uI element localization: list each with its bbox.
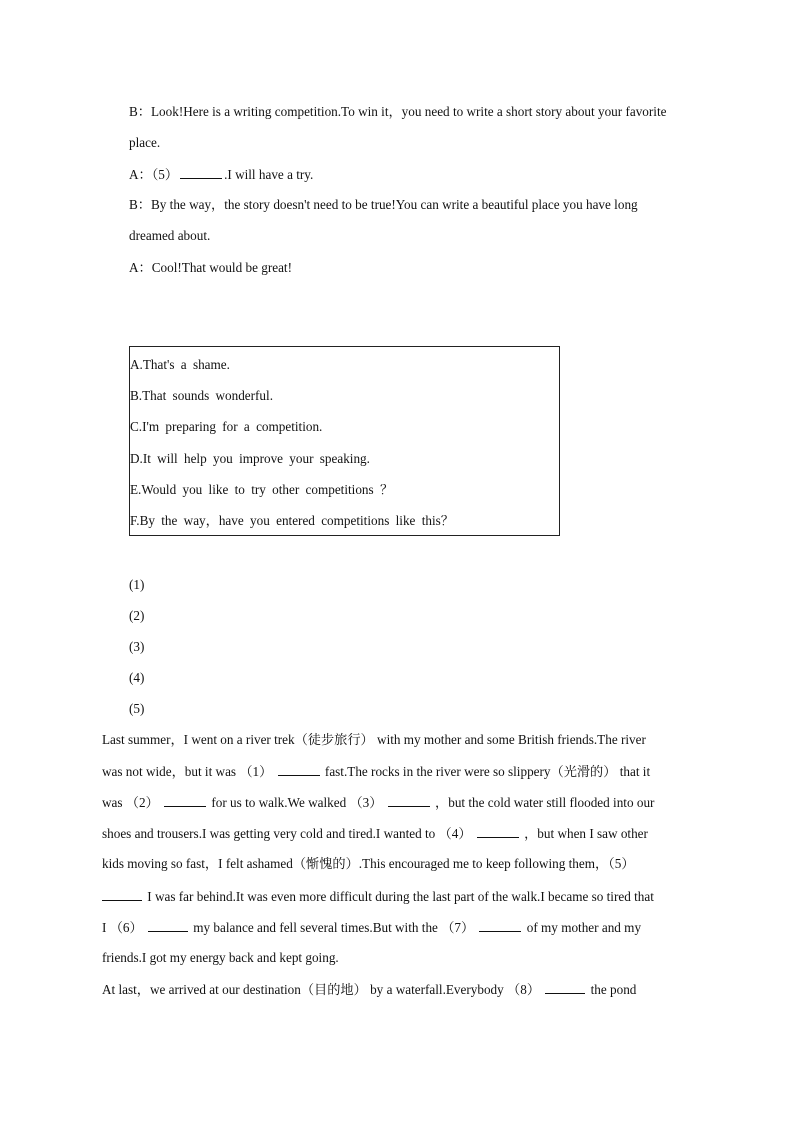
answer-blank-2[interactable]	[164, 794, 206, 807]
passage-text: fast.The rocks in the river were so slippery（光滑的） that it	[324, 764, 651, 779]
passage-line-2	[102, 763, 650, 780]
passage-line-6	[102, 888, 654, 905]
passage-text: friends.I got my energy back and kept going.	[102, 950, 339, 965]
passage-text: was （2）	[102, 795, 159, 810]
passage-line-4	[102, 825, 648, 842]
answer-number-3: (3)	[129, 639, 145, 654]
passage-text: I （6）	[102, 920, 143, 935]
option-c: C.I'm preparing for a competition.	[130, 419, 323, 434]
dialogue-text: .I will have a try.	[224, 167, 314, 182]
option-d: D.It will help you improve your speaking.	[130, 451, 370, 466]
answer-blank-3[interactable]	[388, 794, 430, 807]
speaker-label: A：	[129, 167, 152, 182]
options-box	[129, 346, 560, 536]
dialogue-text: By the way，the story doesn't need to be true!You can write a beautiful place you have long	[150, 197, 638, 212]
passage-line-3	[102, 794, 654, 811]
passage-text: for us to walk.We walked （3）	[211, 795, 383, 810]
passage-text: At last，we arrived at our destination（目的地） by a waterfall.Everybody （8）	[102, 982, 541, 997]
answer-blank[interactable]	[180, 166, 222, 179]
answer-blank-5[interactable]	[102, 888, 142, 901]
answer-blank-7[interactable]	[479, 919, 521, 932]
dialogue-text: Cool!That would be great!	[151, 260, 292, 275]
passage-line-8	[102, 950, 339, 966]
answer-number-5: (5)	[129, 701, 145, 716]
passage-text: ，but when I saw other	[524, 826, 648, 841]
answer-number-2: (2)	[129, 608, 145, 623]
answer-blank-4[interactable]	[477, 825, 519, 838]
dialogue-line-2	[129, 135, 160, 151]
option-b: B.That sounds wonderful.	[130, 388, 273, 403]
dialogue-line-3	[129, 166, 313, 183]
passage-text: Last summer，I went on a river trek（徒步旅行） with my mother and some British friends.The river	[102, 732, 646, 747]
dialogue-line-6	[129, 260, 292, 276]
option-a: A.That's a shame.	[130, 357, 230, 372]
passage-text: shoes and trousers.I was getting very cold and tired.I wanted to （4）	[102, 826, 472, 841]
option-f: F.By the way，have you entered competitions like this？	[130, 513, 454, 528]
dialogue-text: place.	[129, 135, 161, 150]
passage-text: kids moving so fast，I felt ashamed（惭愧的）.This encouraged me to keep following them，（5）	[102, 856, 635, 871]
dialogue-line-5	[129, 228, 210, 244]
speaker-label: B：	[129, 104, 151, 119]
answer-blank-8[interactable]	[545, 981, 585, 994]
passage-text: ，but the cold water still flooded into our	[435, 795, 655, 810]
dialogue-text: Look!Here is a writing competition.To win it，you need to write a short story about your favorite	[150, 104, 667, 119]
speaker-label: B：	[129, 197, 151, 212]
dialogue-line-4	[129, 197, 638, 213]
dialogue-text: dreamed about.	[129, 228, 211, 243]
passage-text: my balance and fell several times.But with the （7）	[193, 920, 475, 935]
passage-text: the pond	[590, 982, 637, 997]
answer-blank-6[interactable]	[148, 919, 188, 932]
answer-blank-1[interactable]	[278, 763, 320, 776]
answer-number-1: (1)	[129, 577, 145, 592]
question-number: （5）	[151, 167, 179, 182]
passage-text: of my mother and my	[526, 920, 642, 935]
passage-line-5	[102, 856, 635, 872]
dialogue-line-1	[129, 104, 666, 120]
passage-line-7	[102, 919, 641, 936]
speaker-label: A：	[129, 260, 152, 275]
passage-text: was not wide，but it was （1）	[102, 764, 273, 779]
passage-line-9	[102, 981, 636, 998]
option-e: E.Would you like to try other competitions ？	[130, 482, 394, 497]
answer-number-4: (4)	[129, 670, 145, 685]
passage-text: I was far behind.It was even more difficult during the last part of the walk.I became so tired that	[147, 889, 654, 904]
passage-line-1	[102, 732, 646, 748]
